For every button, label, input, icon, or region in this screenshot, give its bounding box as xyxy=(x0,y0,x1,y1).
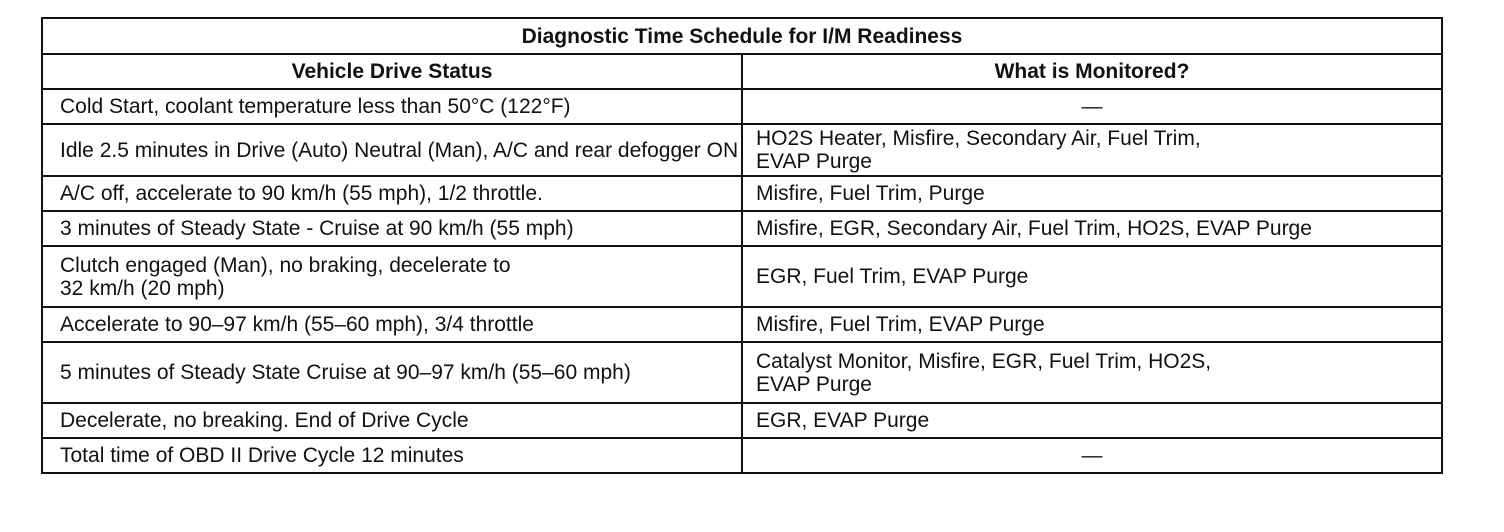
table-row xyxy=(42,403,1442,438)
table-row xyxy=(42,246,1442,307)
table-title-row xyxy=(42,18,1442,54)
column-header-monitored: What is Monitored? xyxy=(742,54,1442,89)
table-row xyxy=(42,307,1442,342)
drive-status-cell: Cold Start, coolant temperature less than 50°C (122°F) xyxy=(42,89,742,124)
drive-status-cell: 5 minutes of Steady State Cruise at 90–97 km/h (55–60 mph) xyxy=(42,342,742,403)
drive-status-cell: Accelerate to 90–97 km/h (55–60 mph), 3/4 throttle xyxy=(42,307,742,342)
diagnostic-schedule-table xyxy=(41,17,1443,474)
drive-status-cell: Total time of OBD II Drive Cycle 12 minutes xyxy=(42,438,742,473)
table-row xyxy=(42,176,1442,211)
monitored-cell: Misfire, EGR, Secondary Air, Fuel Trim, HO2S, EVAP Purge xyxy=(742,211,1442,246)
drive-status-cell: Decelerate, no breaking. End of Drive Cycle xyxy=(42,403,742,438)
drive-status-cell: Idle 2.5 minutes in Drive (Auto) Neutral (Man), A/C and rear defogger ON xyxy=(42,124,742,176)
table-row xyxy=(42,89,1442,124)
drive-status-cell: Clutch engaged (Man), no braking, decelerate to 32 km/h (20 mph) xyxy=(42,246,742,307)
monitored-cell: EGR, EVAP Purge xyxy=(742,403,1442,438)
table-header-row xyxy=(42,54,1442,89)
monitored-cell: — xyxy=(742,89,1442,124)
drive-status-cell: A/C off, accelerate to 90 km/h (55 mph), 1/2 throttle. xyxy=(42,176,742,211)
monitored-cell: HO2S Heater, Misfire, Secondary Air, Fuel Trim, EVAP Purge xyxy=(742,124,1442,176)
column-header-status: Vehicle Drive Status xyxy=(42,54,742,89)
monitored-cell: Misfire, Fuel Trim, Purge xyxy=(742,176,1442,211)
monitored-cell: EGR, Fuel Trim, EVAP Purge xyxy=(742,246,1442,307)
table-row xyxy=(42,438,1442,473)
table-row xyxy=(42,211,1442,246)
table-row xyxy=(42,124,1442,176)
drive-status-cell: 3 minutes of Steady State - Cruise at 90 km/h (55 mph) xyxy=(42,211,742,246)
table-title: Diagnostic Time Schedule for I/M Readiness xyxy=(42,18,1442,54)
table-row xyxy=(42,342,1442,403)
monitored-cell: — xyxy=(742,438,1442,473)
monitored-cell: Misfire, Fuel Trim, EVAP Purge xyxy=(742,307,1442,342)
monitored-cell: Catalyst Monitor, Misfire, EGR, Fuel Trim, HO2S, EVAP Purge xyxy=(742,342,1442,403)
